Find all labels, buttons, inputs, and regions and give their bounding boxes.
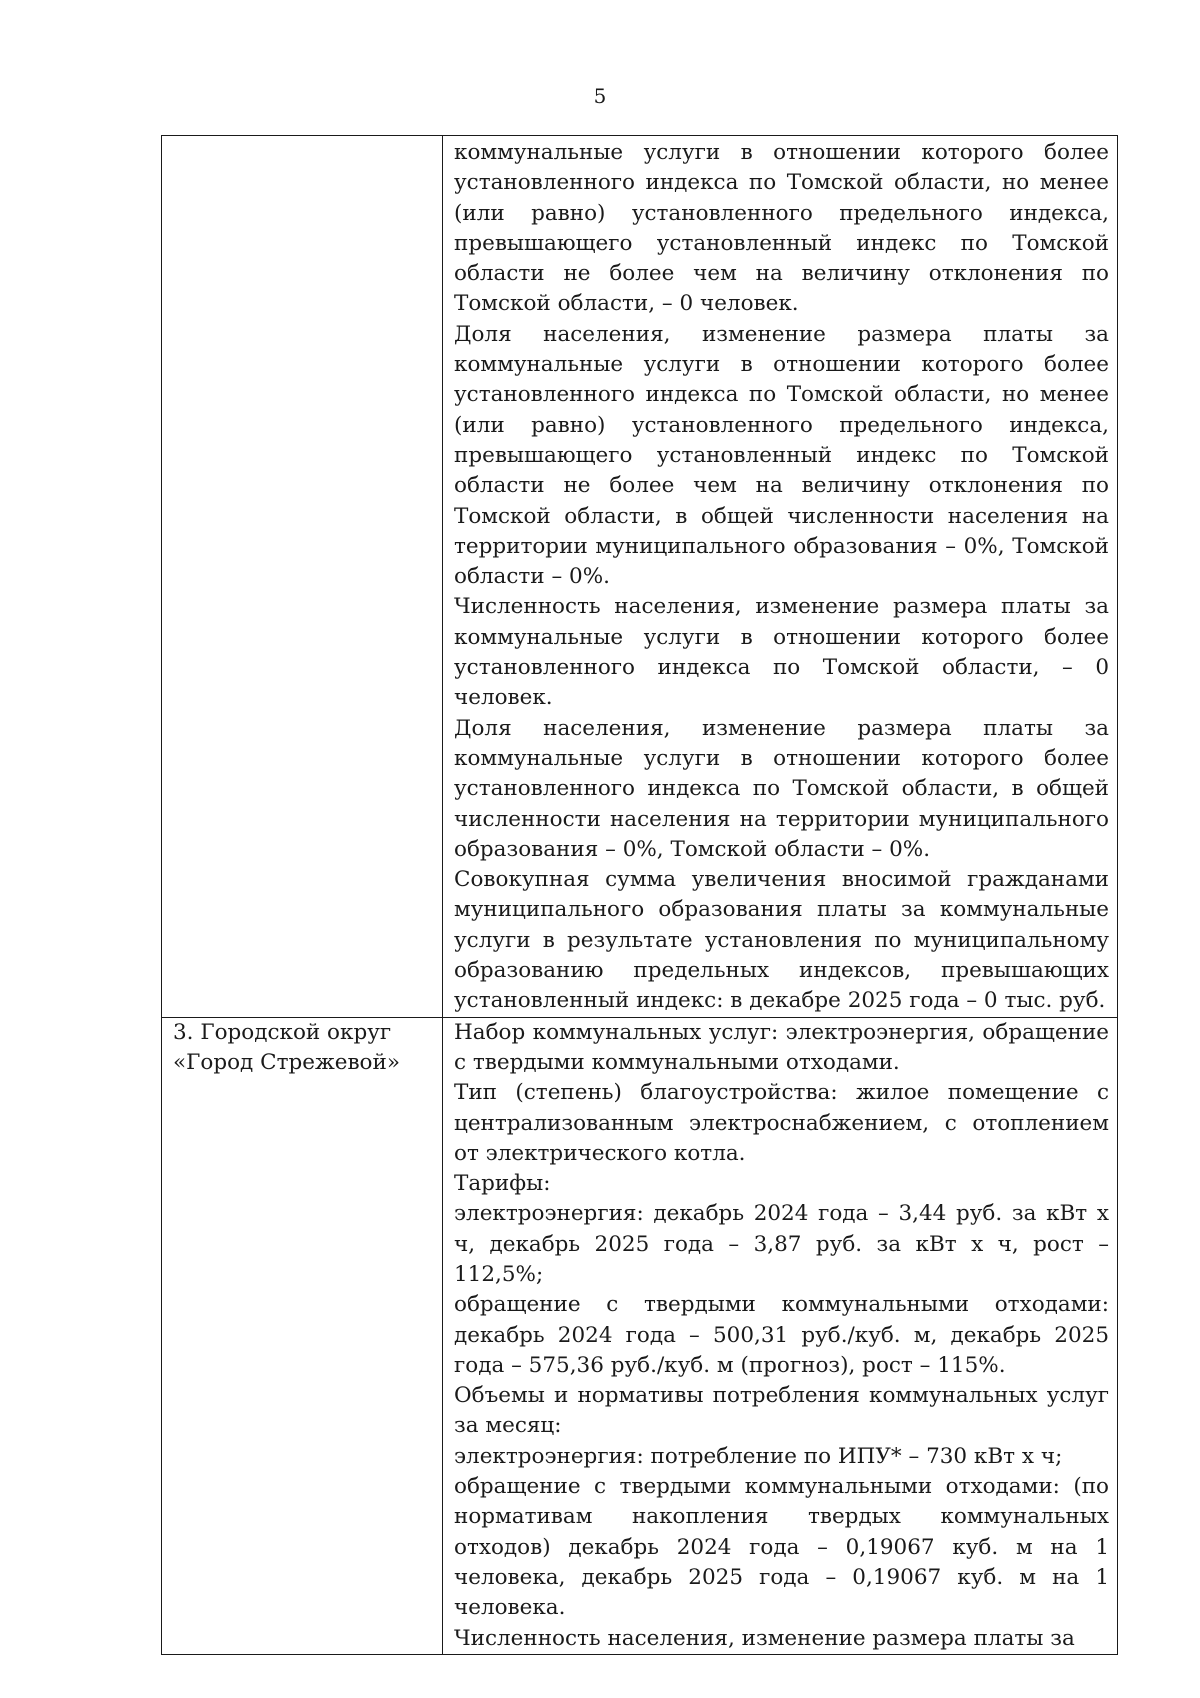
municipality-cell — [162, 1017, 443, 1654]
indicator-paragraph: Численность населения, изменение размера платы за коммунальные услуги в отношении которого более установленного индекса по Томской области, – 0 человек. — [454, 594, 1109, 711]
municipality-cell — [162, 136, 443, 1018]
indicator-paragraph: Тип (степень) благоустройства: жилое помещение с централизованным электроснабжением, с отоплением от электрического котла. — [454, 1080, 1109, 1166]
table-row — [162, 136, 1118, 1018]
indicator-paragraph: Тарифы: — [454, 1171, 551, 1197]
indicators-cell — [443, 1017, 1118, 1654]
indicator-paragraph: Объемы и нормативы потребления коммунальных услуг за месяц: — [454, 1383, 1109, 1439]
indicator-paragraph: Совокупная сумма увеличения вносимой гражданами муниципального образования платы за коммунальные услуги в результате установления по муниципальному образованию предельных индексов, превышающих установленный индекс: в декабре 2025 года – 0 тыс. руб. — [454, 867, 1109, 1014]
indicator-paragraph: Доля населения, изменение размера платы за коммунальные услуги в отношении которого более установленного индекса по Томской области, в общей численности населения на территории муниципального образования – 0%, Томской области – 0%. — [454, 715, 1109, 862]
indicator-paragraph: обращение с твердыми коммунальными отходами: (по нормативам накопления твердых коммунальных отходов) декабрь 2024 года – 0,19067 куб. м на 1 человека, декабрь 2025 года – 0,19067 куб. м на 1 человека. — [454, 1474, 1109, 1621]
indicator-paragraph: обращение с твердыми коммунальными отходами: декабрь 2024 года – 500,31 руб./куб. м, декабрь 2025 года – 575,36 руб./куб. м (прогноз), рост – 115%. — [454, 1292, 1109, 1378]
page-number: 5 — [593, 84, 607, 108]
municipality-name-line: «Город Стрежевой» — [173, 1049, 400, 1075]
indicator-paragraph: Набор коммунальных услуг: электроэнергия, обращение с твердыми коммунальными отходами. — [454, 1019, 1109, 1075]
indicator-paragraph: коммунальные услуги в отношении которого более установленного индекса по Томской области, но менее (или равно) установленного предельного индекса, превышающего установленный индекс по Томской области не более чем на величину отклонения по Томской области, – 0 человек. — [454, 140, 1109, 317]
indices-table — [161, 135, 1118, 1655]
indicator-paragraph: электроэнергия: декабрь 2024 года – 3,44 руб. за кВт х ч, декабрь 2025 года – 3,87 руб. за кВт х ч, рост – 112,5%; — [454, 1201, 1109, 1287]
table-row — [162, 1017, 1118, 1654]
municipality-name-line: 3. Городской округ — [173, 1019, 392, 1045]
indicator-paragraph: электроэнергия: потребление по ИПУ* – 730 кВт х ч; — [454, 1443, 1063, 1469]
indicator-paragraph: Доля населения, изменение размера платы за коммунальные услуги в отношении которого более установленного индекса по Томской области, но менее (или равно) установленного предельного индекса, превышающего установленный индекс по Томской области не более чем на величину отклонения по Томской области, в общей численности населения на территории муниципального образования – 0%, Томской области – 0%. — [454, 321, 1109, 590]
indicators-cell — [443, 136, 1118, 1018]
indicator-paragraph: Численность населения, изменение размера платы за — [454, 1625, 1075, 1651]
